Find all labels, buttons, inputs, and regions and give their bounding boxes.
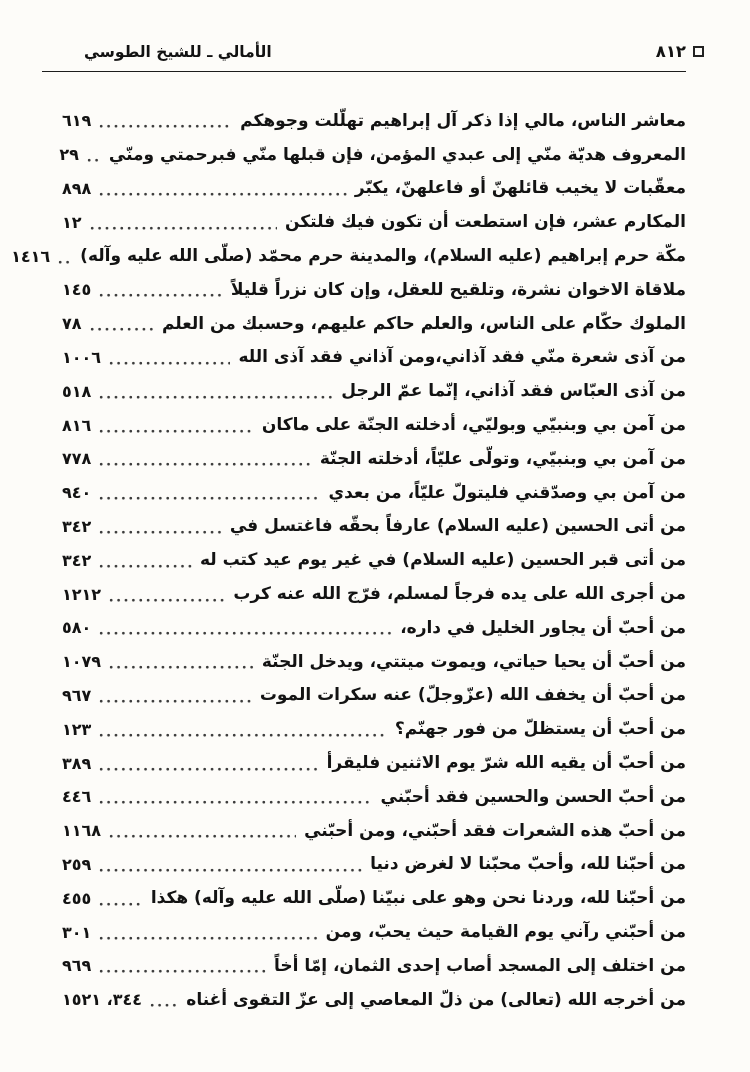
entry-text: من أحبّ الحسن والحسين فقد أحبّني [380,786,686,807]
dot-leader [99,631,392,636]
entry-text: ملاقاة الاخوان نشرة، وتلقيح للعقل، وإن كان نزراً قليلاً [230,279,686,300]
entry-page-number: ٣٠١ [62,922,92,942]
entry-page-number: ٥١٨ [62,381,92,401]
toc-entry [62,543,686,577]
toc-entry [62,881,686,915]
entry-text: من اختلف إلى المسجد أصاب إحدى الثمان، إمّا أخاً [273,955,686,976]
toc-entry [62,510,686,544]
toc-entry [62,746,686,780]
toc-entry [62,205,686,239]
entry-text: من آمن بي وبنبيّي، وتولّى عليّاً، أدخلته الجنّة [319,448,686,469]
entry-page-number: ٥٨٠ [62,618,92,638]
entry-page-number: ٧٧٨ [62,449,92,469]
toc-entry [62,273,686,307]
dot-leader [99,429,254,434]
toc-entry [62,307,686,341]
dot-leader [99,699,252,704]
entry-text: مكّة حرم إبراهيم (عليه السلام)، والمدينة حرم محمّد (صلّى الله عليه وآله) [80,246,686,267]
entry-text: المكارم عشر، فإن استطعت أن تكون فيك فلتكن [284,212,686,233]
toc-entry [62,577,686,611]
entry-page-number: ١٠٠٦ [62,347,102,367]
entry-text: من أحبّ هذه الشعرات فقد أحبّني، ومن أحبّني [304,820,686,841]
square-marker-icon [693,46,704,57]
dot-leader [99,733,387,738]
entry-page-number: ٩٦٩ [62,956,92,976]
toc-entry [62,712,686,746]
toc-entry [62,848,686,882]
entry-text: من أحبّنا لله، وردنا نحن وهو على نبيّنا (صلّى الله عليه وآله) هكذا [150,888,686,909]
dot-leader [99,902,143,907]
entry-page-number: ٦١٩ [62,111,92,131]
dot-leader [99,800,372,805]
dot-leader [109,834,296,839]
toc-entry [62,341,686,375]
toc-list [11,104,686,1017]
entry-page-number: ٣٤٢ [62,516,92,536]
dot-leader [99,936,317,941]
entry-page-number: ١٢ [62,212,82,232]
entry-page-number: ٣٨٩ [62,753,92,773]
entry-text: من أحبّني رآني يوم القيامة حيث يحبّ، ومن [325,922,686,943]
entry-text: من أحبّ أن يخفف الله (عزّوجلّ) عنه سكرات الموت [259,685,686,706]
toc-entry [62,104,686,138]
dot-leader [87,158,101,163]
entry-page-number: ٢٩ [59,145,79,165]
entry-page-number: ١٢٣ [62,719,92,739]
entry-text: من آذى شعرة منّي فقد آذاني،ومن آذاني فقد آذى الله [238,347,686,368]
entry-text: من آمن بي وبنبيّي وبوليّي، أدخلته الجنّة على ماكان [261,415,686,436]
dot-leader [109,361,230,366]
entry-text: من أتى قبر الحسين (عليه السلام) في غير يوم عيد كتب له [199,550,686,571]
dot-leader [109,598,225,603]
entry-text: من أخرجه الله (تعالى) من ذلّ المعاصي إلى عزّ التقوى أغناه [186,989,686,1010]
entry-page-number: ٨٩٨ [62,178,92,198]
entry-page-number: ٤٤٦ [62,787,92,807]
entry-text: من أحبّ أن يقيه الله شرّ يوم الاثنين فليقرأ [326,753,686,774]
entry-page-number: ٨١٦ [62,415,92,435]
dot-leader [99,767,318,772]
toc-entry [62,172,686,206]
toc-entry [62,645,686,679]
dot-leader [150,1003,178,1008]
entry-text: من أتى الحسين (عليه السلام) عارفاً بحقّه فاغتسل في [229,516,686,537]
book-title: الأمالي ـ للشيخ الطوسي [84,43,272,61]
toc-entry [62,679,686,713]
page-number: ٨١٢ [655,42,686,61]
toc-entry [62,476,686,510]
entry-text: من أحبّ أن يجاور الخليل في داره، [400,617,686,638]
entry-text: معقّبات لا يخيب قائلهنّ أو فاعلهنّ، يكبّر [354,178,686,199]
dot-leader [99,124,232,129]
entry-text: من آمن بي وصدّقني فليتولّ عليّاً، من بعدي [328,482,686,503]
dot-leader [99,868,362,873]
entry-page-number: ٧٨ [62,314,82,334]
entry-page-number: ٩٦٧ [62,685,92,705]
toc-entry [62,983,686,1017]
toc-entry [59,138,686,172]
dot-leader [99,192,347,197]
dot-leader [58,260,72,265]
dot-leader [99,395,333,400]
entry-page-number: ١٤١٦ [11,246,51,266]
entry-page-number: ٣٤٢ [62,550,92,570]
toc-entry [62,374,686,408]
toc-entry [62,915,686,949]
toc-entry [62,442,686,476]
entry-page-number: ٢٥٩ [62,854,92,874]
entry-page-number: ١٠٧٩ [62,652,102,672]
toc-entry [62,814,686,848]
dot-leader [99,462,312,467]
page-header [0,0,750,61]
dot-leader [109,665,254,670]
entry-text: معاشر الناس، مالي إذا ذكر آل إبراهيم تهلّلت وجوهكم [240,110,686,131]
toc-entry [62,780,686,814]
entry-text: الملوك حكّام على الناس، والعلم حاكم عليهم، وحسبك من العلم [161,313,686,334]
dot-leader [90,226,277,231]
entry-text: المعروف هديّة منّي إلى عبدي المؤمن، فإن قبلها منّي فبرحمتي ومنّي [108,144,686,165]
toc-entry [62,611,686,645]
entry-text: من أجرى الله على يده فرجاً لمسلم، فرّج الله عنه كرب [233,584,686,605]
entry-text: من أحبّ أن يستظلّ من فور جهنّم؟ [394,719,686,740]
toc-entry [62,949,686,983]
dot-leader [99,530,222,535]
dot-leader [99,564,192,569]
entry-text: من آذى العبّاس فقد آذاني، إنّما عمّ الرجل [341,381,686,402]
entry-page-number: ٤٥٥ [62,888,92,908]
dot-leader [99,496,320,501]
entry-page-number: ٣٤٤، ١٥٢١ [62,990,143,1010]
dot-leader [90,327,154,332]
toc-entry [11,239,686,273]
dot-leader [99,969,266,974]
entry-text: من أحبّ أن يحيا حياتي، ويموت ميتتي، ويدخل الجنّة [261,651,686,672]
toc-entry [62,408,686,442]
entry-page-number: ١٢١٢ [62,584,102,604]
header-divider [42,71,686,72]
entry-page-number: ٩٤٠ [62,483,92,503]
entry-page-number: ١١٦٨ [62,821,102,841]
page-number-group [656,42,704,61]
dot-leader [99,293,223,298]
entry-page-number: ١٤٥ [62,280,92,300]
entry-text: من أحبّنا لله، وأحبّ محبّنا لا لغرض دنيا [370,854,686,875]
